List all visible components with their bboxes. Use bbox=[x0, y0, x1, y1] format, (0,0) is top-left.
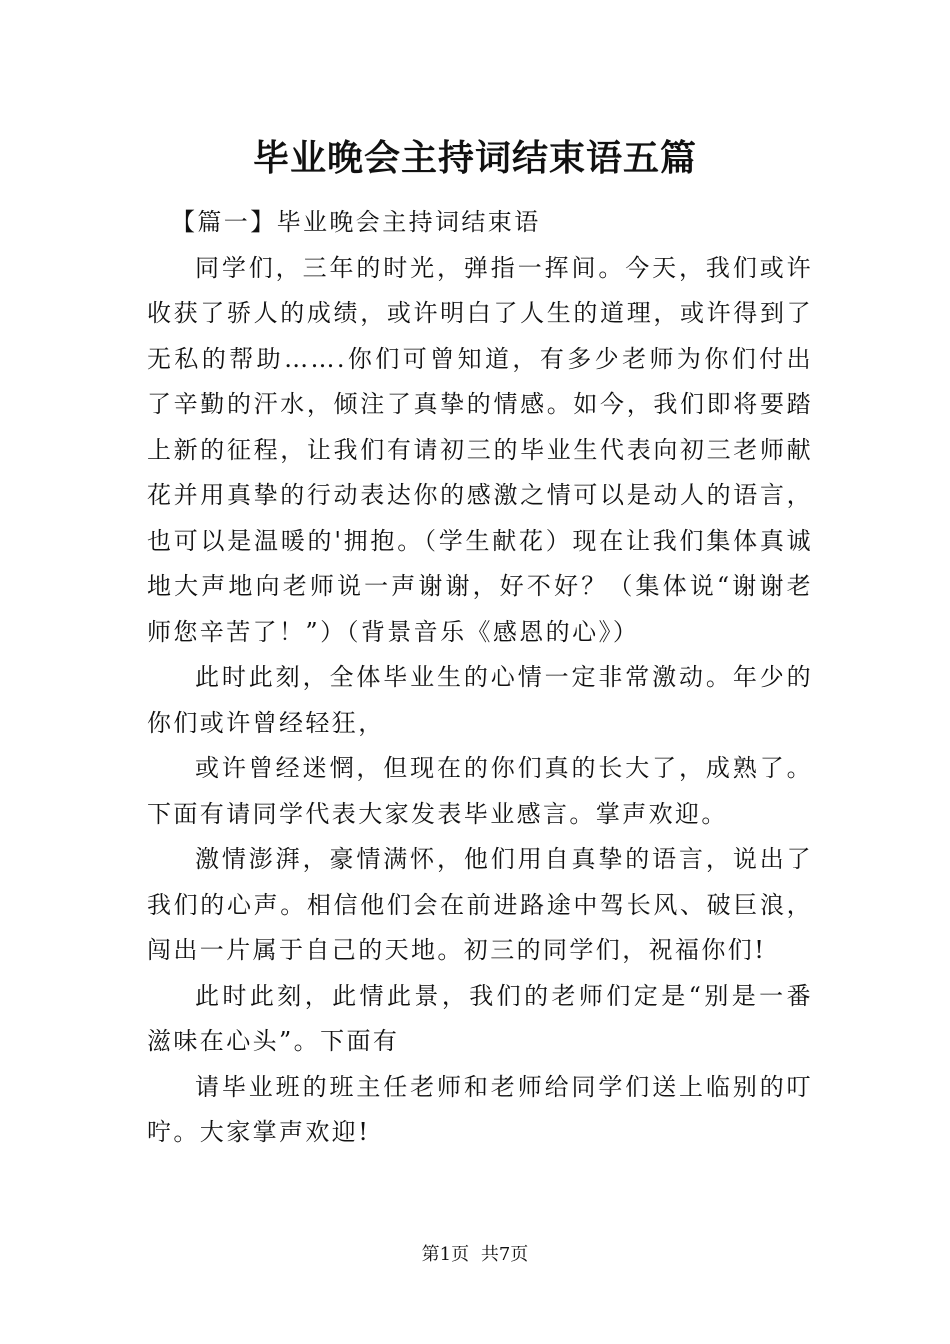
page-total: 共7页 bbox=[480, 1244, 529, 1265]
document-body bbox=[147, 200, 813, 1156]
paragraph-1: 同学们，三年的时光，弹指一挥间。今天，我们或许收获了骄人的成绩，或许明白了人生的道理，或许得到了无私的帮助…….你们可曾知道，有多少老师为你们付出了辛勤的汗水，倾注了真挚的情感。如今，我们即将要踏上新的征程，让我们有请初三的毕业生代表向初三老师献花并用真挚的行动表达你的感激之情可以是动人的语言，也可以是温暖的'拥抱。（学生献花）现在让我们集体真诚地大声地向老师说一声谢谢，好不好？（集体说“谢谢老师您辛苦了！”）（背景音乐《感恩的心》） bbox=[147, 253, 813, 646]
paragraph-3: 或许曾经迷惘，但现在的你们真的长大了，成熟了。下面有请同学代表大家发表毕业感言。掌声欢迎。 bbox=[147, 754, 813, 828]
section-heading: 【篇一】毕业晚会主持词结束语 bbox=[171, 208, 541, 236]
paragraph-4: 激情澎湃，豪情满怀，他们用自真挚的语言，说出了我们的心声。相信他们会在前进路途中驾长风、破巨浪，闯出一片属于自己的天地。初三的同学们，祝福你们! bbox=[147, 845, 813, 964]
document-title: 毕业晚会主持词结束语五篇 bbox=[252, 137, 697, 179]
page-number: 第1页 bbox=[421, 1244, 470, 1265]
page-footer bbox=[0, 1240, 950, 1270]
paragraph-5: 此时此刻，此情此景，我们的老师们定是“别是一番滋味在心头”。下面有 bbox=[147, 981, 813, 1055]
paragraph-6: 请毕业班的班主任老师和老师给同学们送上临别的叮咛。大家掌声欢迎! bbox=[147, 1072, 813, 1146]
paragraph-2: 此时此刻，全体毕业生的心情一定非常激动。年少的你们或许曾经轻狂， bbox=[147, 663, 813, 737]
